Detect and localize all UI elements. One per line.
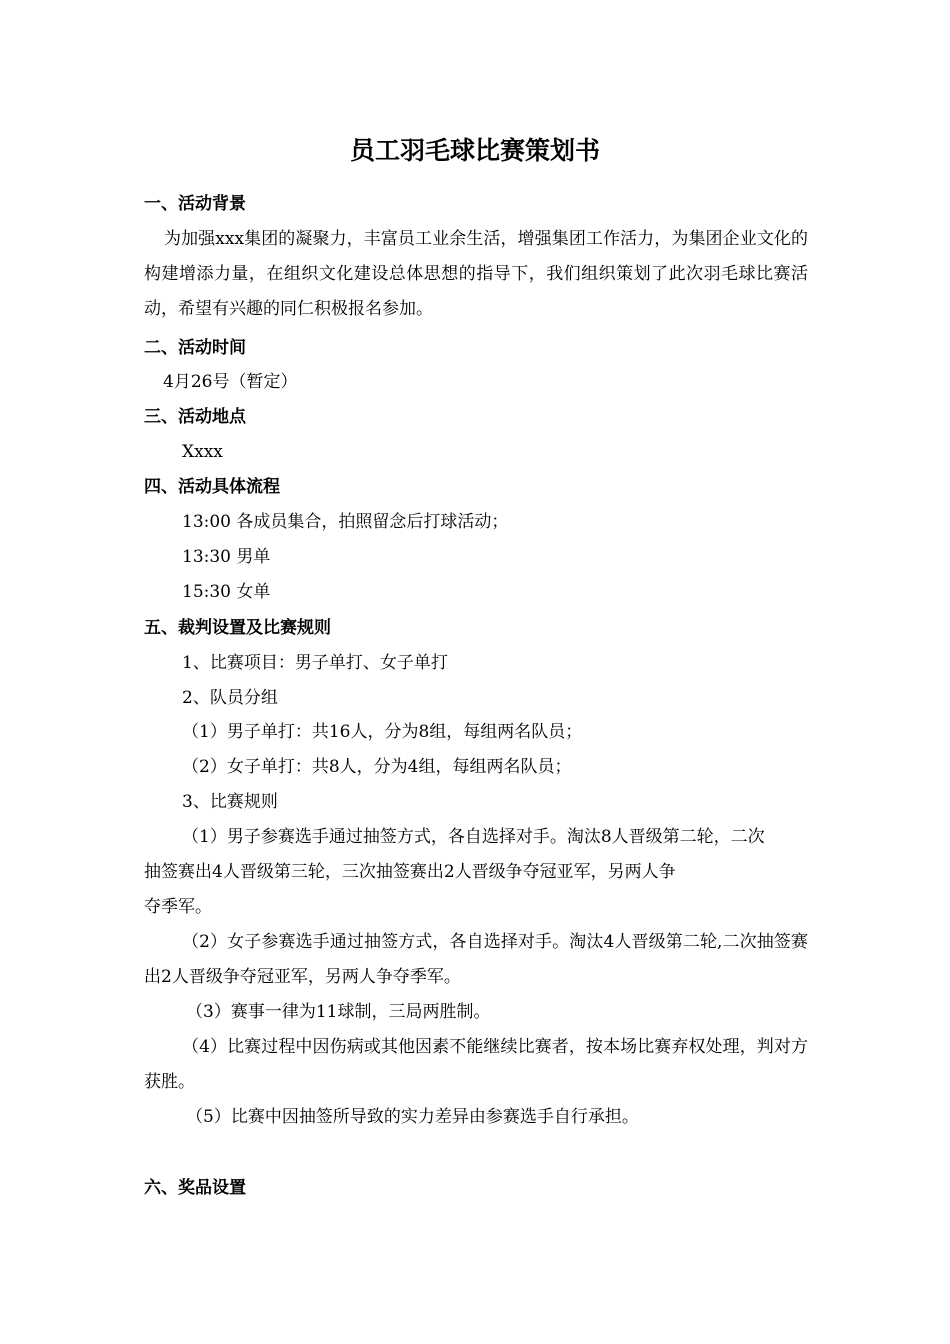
section-heading-time: 二、活动时间 [144, 338, 246, 358]
activity-time-text: 4月26号（暂定） [163, 372, 298, 392]
activity-location-text: Xxxx [182, 442, 223, 462]
grouping-women: （2）女子单打：共8人，分为4组，每组两名队员； [182, 757, 572, 777]
section-heading-background: 一、活动背景 [144, 194, 246, 214]
rules-item-grouping: 2、队员分组 [182, 688, 278, 708]
section-heading-rules: 五、裁判设置及比赛规则 [144, 618, 331, 638]
rule-men-line2: 抽签赛出4人晋级第三轮，三次抽签赛出2人晋级争夺冠亚军，另两人争 [144, 862, 676, 882]
schedule-item: 13:30 男单 [182, 547, 271, 567]
rule-men-line3: 夺季军。 [144, 897, 212, 917]
rule-withdrawal-paragraph: （4）比赛过程中因伤病或其他因素不能继续比赛者，按本场比赛弃权处理，判对方获胜。 [144, 1037, 808, 1092]
grouping-men: （1）男子单打：共16人，分为8组，每组两名队员； [182, 722, 583, 742]
rule-men-line1: （1）男子参赛选手通过抽签方式，各自选择对手。淘汰8人晋级第二轮，二次 [182, 827, 765, 847]
rules-item-events: 1、比赛项目：男子单打、女子单打 [182, 653, 448, 673]
document-title: 员工羽毛球比赛策划书 [349, 136, 600, 165]
section-heading-schedule: 四、活动具体流程 [144, 477, 280, 497]
background-paragraph: 为加强xxx集团的凝聚力，丰富员工业余生活，增强集团工作活力，为集团企业文化的构建增添力量，在组织文化建设总体思想的指导下，我们组织策划了此次羽毛球比赛活动，希望有兴趣的同仁积极报名参加。 [144, 229, 808, 319]
rule-draw-disclaimer: （5）比赛中因抽签所导致的实力差异由参赛选手自行承担。 [186, 1107, 639, 1127]
rules-item-competition: 3、比赛规则 [182, 792, 278, 812]
schedule-item: 13:00 各成员集合，拍照留念后打球活动； [182, 512, 509, 532]
schedule-item: 15:30 女单 [182, 582, 271, 602]
section-heading-location: 三、活动地点 [144, 407, 246, 427]
rule-women-paragraph: （2）女子参赛选手通过抽签方式，各自选择对手。淘汰4人晋级第二轮,二次抽签赛出2人晋级争夺冠亚军，另两人争夺季军。 [144, 932, 808, 987]
section-heading-prizes: 六、奖品设置 [144, 1178, 246, 1198]
rule-scoring: （3）赛事一律为11球制，三局两胜制。 [186, 1002, 491, 1022]
